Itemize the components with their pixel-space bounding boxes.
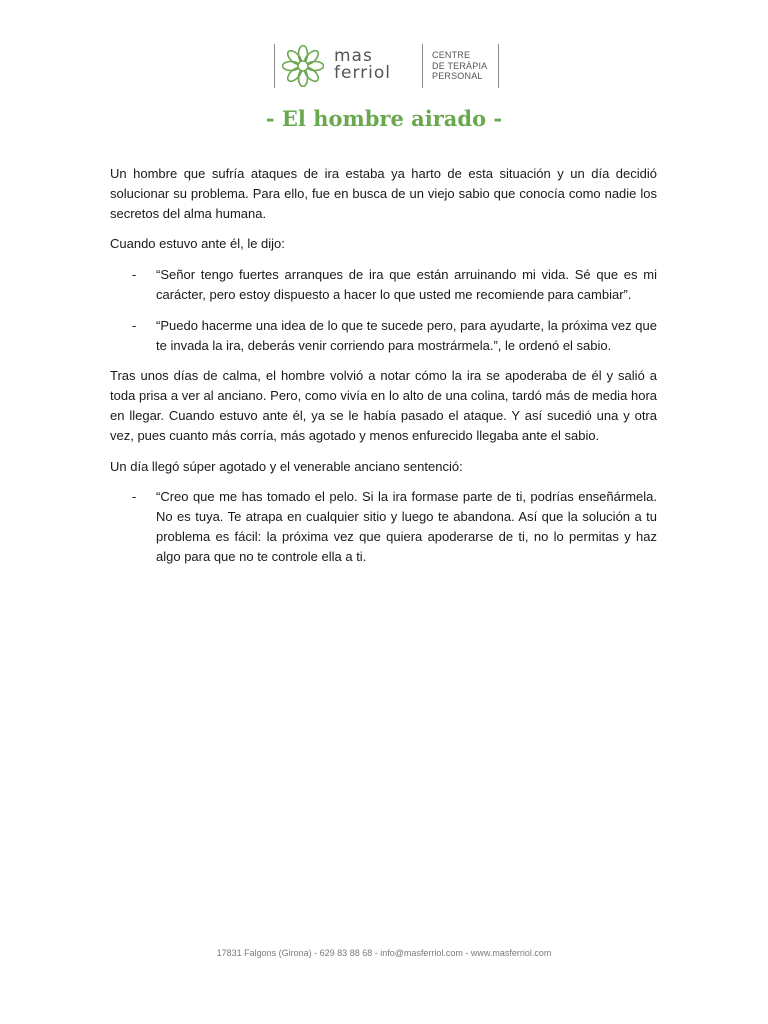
letterhead xyxy=(272,44,502,88)
quote-item xyxy=(110,487,657,566)
divider-line xyxy=(498,44,499,88)
quote-text: “Puedo hacerme una idea de lo que te sucede pero, para ayudarte, la próxima vez que te invada la ira, deberás venir corriendo para mostrármela.”, le ordenó el sabio. xyxy=(156,317,657,353)
brand-wordmark xyxy=(334,48,391,82)
centre-line: PERSONAL xyxy=(432,71,483,81)
brand-line1: mas xyxy=(334,46,373,66)
document-title: - El hombre airado - xyxy=(265,106,503,131)
paragraph: Un hombre que sufría ataques de ira estaba ya harto de esta situación y un día decidió solucionar su problema. Para ello, fue en busca de un viejo sabio que conocía como nadie los secretos del alma humana. xyxy=(110,166,657,221)
divider-line xyxy=(422,44,423,88)
footer-contact: 17831 Falgons (Girona) - 629 83 88 68 - info@masferriol.com - www.masferriol.com xyxy=(216,948,552,958)
list-dash: - xyxy=(132,267,137,283)
centre-line: DE TERÀPIA xyxy=(432,60,488,71)
quote-text: “Creo que me has tomado el pelo. Si la ira formase parte de ti, podrías enseñármela. No es tuya. Te atrapa en cualquier sitio y luego te abandona. Así que la solución a tu problema es fácil: la próxima vez que quiera apoderarse de ti, no lo permitas y haz algo para que no te controle ella a ti. xyxy=(156,489,657,564)
list-dash: - xyxy=(132,317,137,333)
brand-line2: ferriol xyxy=(334,63,391,83)
paragraph: Un día llegó súper agotado y el venerable anciano sentenció: xyxy=(110,458,463,474)
paragraph: Tras unos días de calma, el hombre volvió a notar cómo la ira se apoderaba de él y salió a toda prisa a ver al anciano. Pero, como vivía en lo alto de una colina, tardó más de media hora en llegar. Cuando estuvo ante él, ya se le había pasado el ataque. Y así sucedió una y otra vez, pues cuanto más corría, más agotado y menos enfurecido llegaba ante el sabio. xyxy=(110,368,657,443)
centre-label xyxy=(432,50,487,82)
centre-line: CENTRE xyxy=(432,50,471,60)
document-body xyxy=(110,164,657,578)
list-dash: - xyxy=(132,489,137,505)
quote-item xyxy=(110,316,657,356)
divider-line xyxy=(274,44,275,88)
flower-mandala-icon xyxy=(282,45,324,87)
quote-text: “Señor tengo fuertes arranques de ira que están arruinando mi vida. Sé que es mi carácter, pero estoy dispuesto a hacer lo que usted me recomiende para cambiar”. xyxy=(156,267,657,302)
quote-item xyxy=(110,265,657,305)
paragraph: Cuando estuvo ante él, le dijo: xyxy=(110,236,285,252)
